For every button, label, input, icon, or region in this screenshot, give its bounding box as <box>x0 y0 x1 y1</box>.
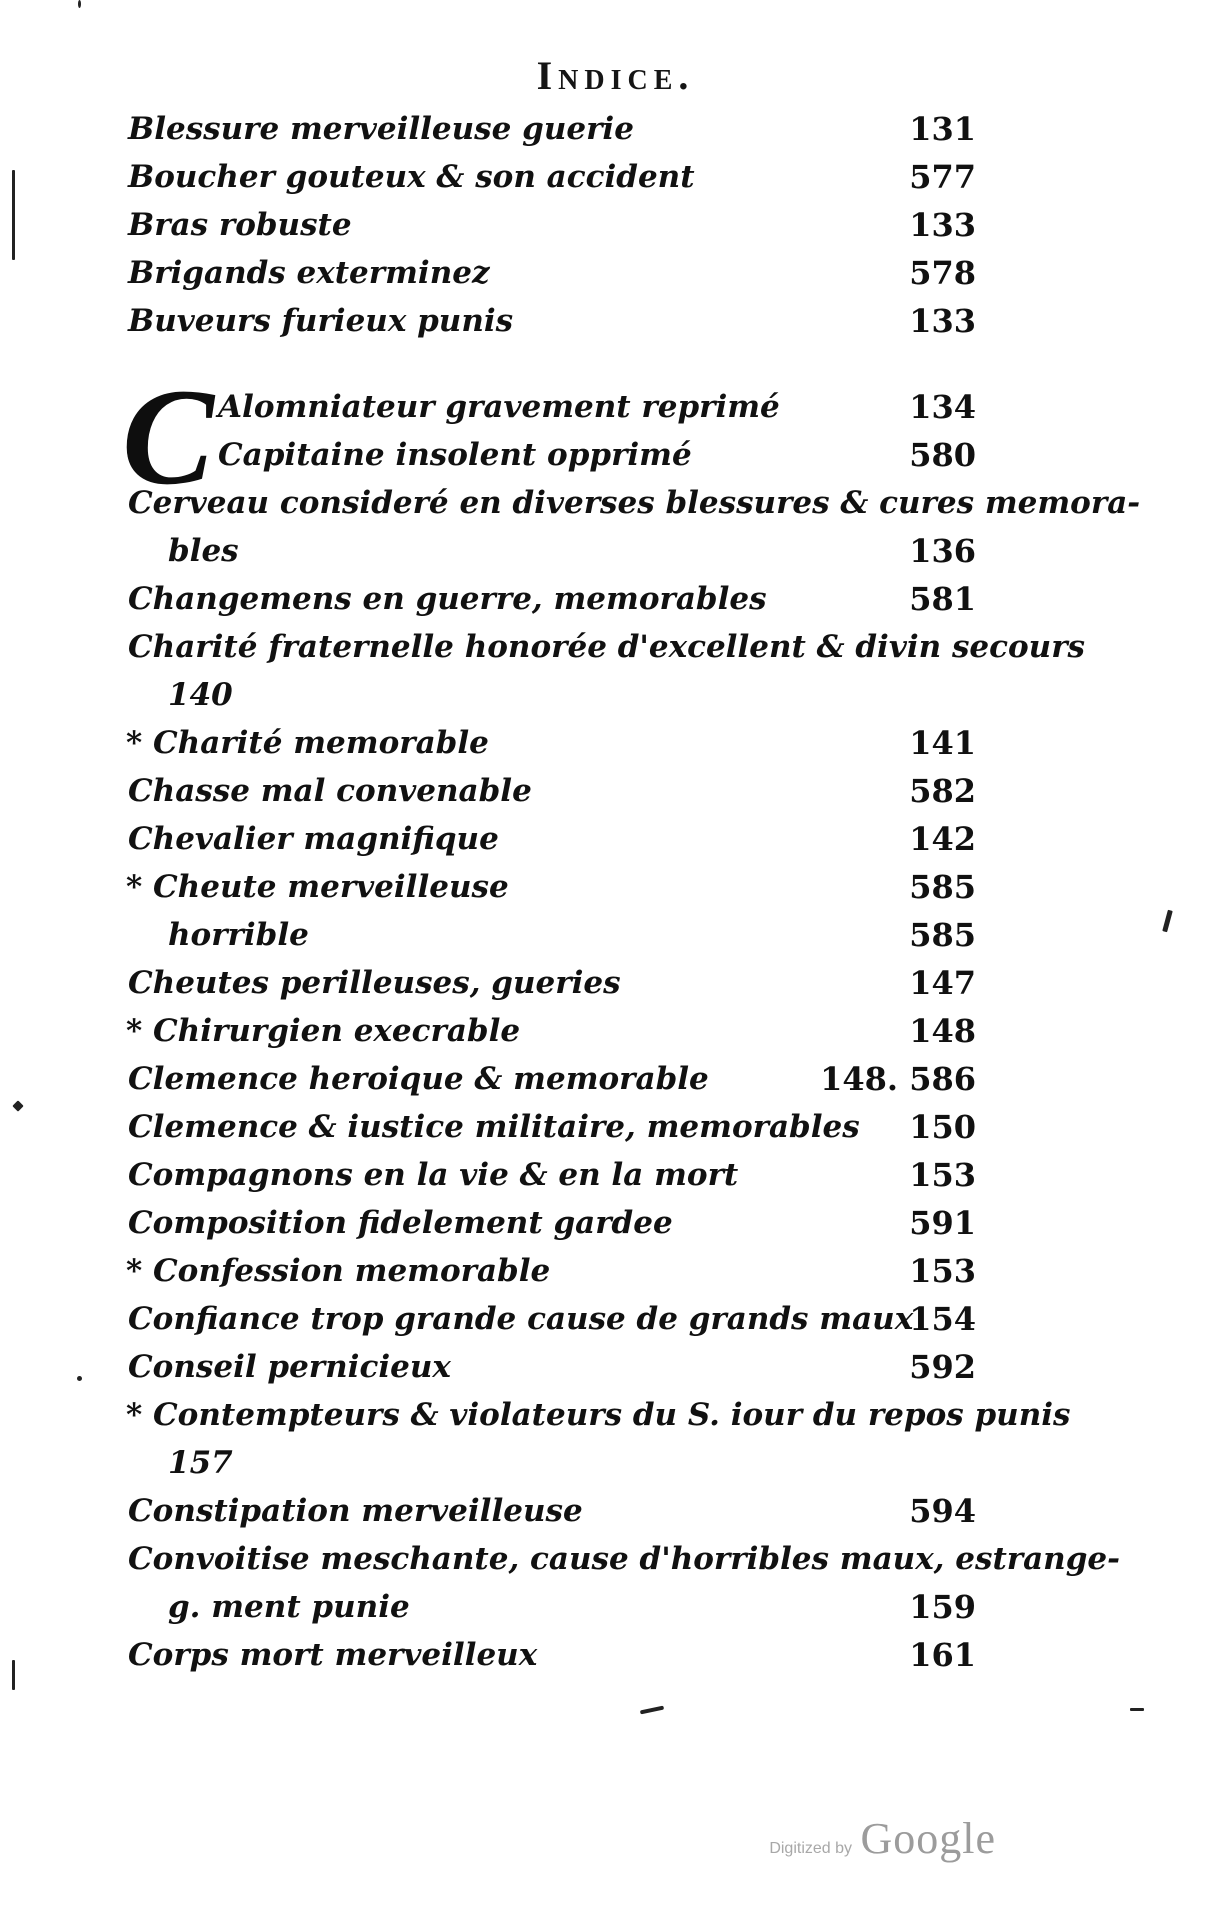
entry-page: 159 <box>909 1588 976 1626</box>
entry-text: Corps mort merveilleux <box>128 1637 538 1673</box>
entry-text: Buveurs furieux punis <box>128 303 514 339</box>
index-entry <box>120 1535 1120 1583</box>
index-entry <box>120 767 980 815</box>
entry-text: horrible <box>168 917 309 953</box>
index-entry <box>120 1199 980 1247</box>
entry-text: Charité fraternelle honorée d'excellent & divin secours <box>128 629 1086 665</box>
entry-text: * Chirurgien execrable <box>126 1013 521 1049</box>
entry-page: 153 <box>909 1252 976 1290</box>
entry-text: Changemens en guerre, memorables <box>128 581 767 617</box>
index-entry <box>120 623 1086 671</box>
scan-mark <box>12 170 15 260</box>
index-entry <box>120 1295 980 1343</box>
entry-page: 585 <box>909 916 976 954</box>
entry-text: * Cheute merveilleuse <box>126 869 509 905</box>
scan-mark <box>640 1706 664 1715</box>
index-entry <box>120 1343 980 1391</box>
index-entry <box>120 1151 980 1199</box>
index-entry <box>120 431 980 479</box>
index-entry <box>120 527 980 575</box>
entry-text: Capitaine insolent opprimé <box>218 437 692 473</box>
entry-text: Alomniateur gravement reprimé <box>218 389 780 425</box>
entry-text: * Charité memorable <box>126 725 489 761</box>
entry-page: 148. 586 <box>820 1060 976 1098</box>
entry-text: * Confession memorable <box>126 1253 551 1289</box>
index-entry <box>120 815 980 863</box>
entry-text: Clemence heroique & memorable <box>128 1061 709 1097</box>
scan-mark <box>12 1100 23 1111</box>
index-entry <box>120 671 980 719</box>
scan-mark <box>78 0 81 8</box>
entry-page: 594 <box>909 1492 976 1530</box>
entry-text: Compagnons en la vie & en la mort <box>128 1157 739 1193</box>
entry-text: Convoitise meschante, cause d'horribles maux, estrange- <box>128 1541 1120 1577</box>
scan-mark <box>1130 1708 1144 1711</box>
scan-mark <box>1162 910 1173 933</box>
entry-text: Composition fidelement gardee <box>128 1205 673 1241</box>
entry-page: 585 <box>909 868 976 906</box>
index-entry <box>120 249 980 297</box>
google-logo: Google <box>860 1814 996 1863</box>
index-entry <box>120 959 980 1007</box>
entry-text: 140 <box>168 677 233 713</box>
index-entry <box>120 911 980 959</box>
entry-text: Constipation merveilleuse <box>128 1493 583 1529</box>
entry-text: Chasse mal convenable <box>128 773 532 809</box>
entry-page: 133 <box>909 206 976 244</box>
entry-page: 581 <box>909 580 976 618</box>
drop-cap: C <box>122 360 215 513</box>
index-entry <box>120 719 980 767</box>
digitized-label: Digitized by <box>769 1840 853 1857</box>
entry-page: 161 <box>909 1636 976 1674</box>
entry-text: g. ment punie <box>168 1589 410 1625</box>
entry-text: Confiance trop grande cause de grands maux <box>128 1301 914 1337</box>
index-entry <box>120 1055 980 1103</box>
scan-mark <box>12 1660 15 1690</box>
entry-page: 136 <box>909 532 976 570</box>
entry-page: 147 <box>909 964 976 1002</box>
entry-page: 142 <box>909 820 976 858</box>
entry-page: 153 <box>909 1156 976 1194</box>
index-entry <box>120 1103 980 1151</box>
entry-text: Blessure merveilleuse guerie <box>128 111 634 147</box>
index-entry <box>120 863 980 911</box>
entry-text: 157 <box>168 1445 233 1481</box>
entry-page: 148 <box>909 1012 976 1050</box>
entry-text: bles <box>168 533 239 569</box>
entry-text: * Contempteurs & violateurs du S. iour du repos punis <box>126 1397 1071 1433</box>
entry-text: Chevalier magnifique <box>128 821 499 857</box>
entry-page: 592 <box>909 1348 976 1386</box>
index-entry <box>120 201 980 249</box>
entry-page: 150 <box>909 1108 976 1146</box>
digitized-watermark <box>769 1813 996 1864</box>
entry-page: 578 <box>909 254 976 292</box>
index-entry <box>120 105 980 153</box>
entry-page: 580 <box>909 436 976 474</box>
page-header: Indice. <box>536 53 695 98</box>
index-entry <box>120 1631 980 1679</box>
index-entry <box>120 1439 980 1487</box>
entry-text: Cerveau consideré en diverses blessures & cures memora- <box>128 485 1141 521</box>
entry-page: 131 <box>909 110 976 148</box>
index-list <box>120 105 1141 1679</box>
index-entry <box>120 153 980 201</box>
index-entry <box>120 1583 980 1631</box>
entry-text: Conseil pernicieux <box>128 1349 451 1385</box>
entry-page: 133 <box>909 302 976 340</box>
index-entry <box>120 297 980 345</box>
entry-text: Cheutes perilleuses, gueries <box>128 965 621 1001</box>
entry-page: 577 <box>909 158 976 196</box>
entry-text: Bras robuste <box>128 207 352 243</box>
index-entry <box>120 1007 980 1055</box>
index-entry <box>120 1487 980 1535</box>
entry-page: 134 <box>909 388 976 426</box>
index-entry <box>120 575 980 623</box>
entry-page: 141 <box>909 724 976 762</box>
entry-page: 591 <box>909 1204 976 1242</box>
entry-text: Clemence & iustice militaire, memorables <box>128 1109 860 1145</box>
entry-page: 582 <box>909 772 976 810</box>
entry-text: Brigands exterminez <box>128 255 490 291</box>
entry-text: Boucher gouteux & son accident <box>128 159 695 195</box>
index-entry <box>120 1391 1071 1439</box>
index-entry <box>120 1247 980 1295</box>
entry-page: 154 <box>909 1300 976 1338</box>
scan-mark <box>77 1376 82 1381</box>
index-entry <box>120 479 1141 527</box>
